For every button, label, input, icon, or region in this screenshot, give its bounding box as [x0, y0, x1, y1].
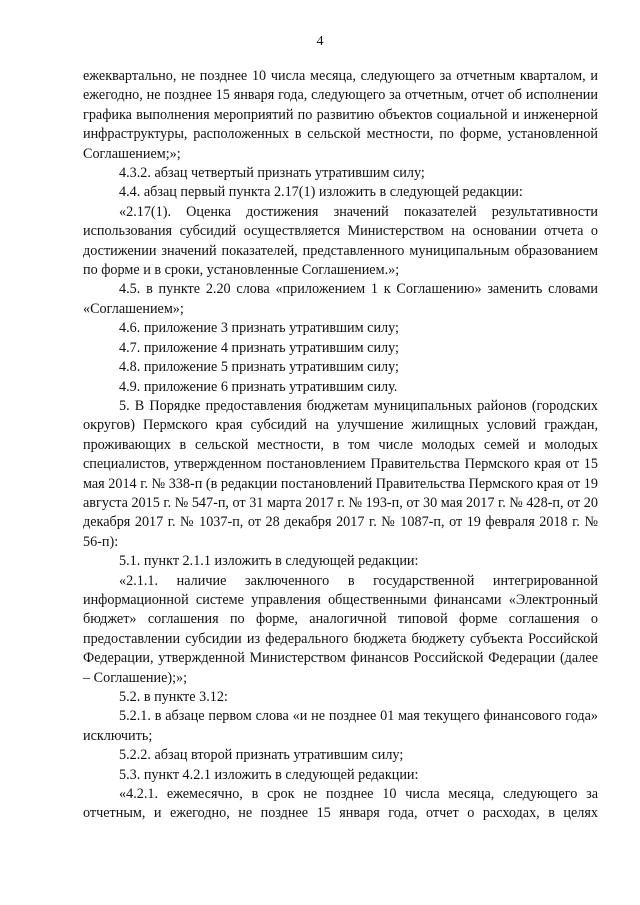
paragraph-2-1-1-quote: «2.1.1. наличие заключенного в государственной интегрированной информационной системе управления общественными финансами «Электронный бюджет» соглашения по форме, аналогичной типовой форме соглашения о предоставлении субсидии из федерального бюджета бюджету субъекта Российской Федерации, утвержденной Министерством финансов Российской Федерации (далее – Соглашение);»;	[83, 572, 598, 686]
paragraph-4-2-1-quote: «4.2.1. ежемесячно, в срок не позднее 10 числа месяца, следующего за отчетным, и ежегодно, не позднее 15 января года, отчет о расходах, в целях	[83, 786, 598, 822]
paragraph-4-7: 4.7. приложение 4 признать утратившим силу;	[119, 339, 399, 356]
paragraph-5-2: 5.2. в пункте 3.12:	[119, 689, 228, 705]
paragraph-4-8: 4.8. приложение 5 признать утратившим силу;	[119, 359, 399, 376]
document-body	[83, 67, 598, 824]
paragraph-4-6: 4.6. приложение 3 признать утратившим силу;	[119, 320, 399, 337]
paragraph-4-9: 4.9. приложение 6 признать утратившим силу.	[119, 378, 398, 395]
paragraph-2-17-1-quote: «2.17(1). Оценка достижения значений показателей результативности использования субсидий осуществляется Министерством на основании отчета о достижении значений показателей, представленного муниципальным образованием по форме и в сроки, установленные Соглашением.»;	[83, 203, 598, 279]
paragraph-5-2-1: 5.2.1. в абзаце первом слова «и не позднее 01 мая текущего финансового года» исключить;	[83, 708, 598, 744]
page-number: 4	[316, 34, 324, 49]
paragraph-4-5: 4.5. в пункте 2.20 слова «приложением 1 к Соглашению» заменить словами «Соглашением»;	[83, 281, 598, 317]
paragraph-4-3-2: 4.3.2. абзац четвертый признать утратившим силу;	[119, 165, 425, 182]
paragraph-5-1: 5.1. пункт 2.1.1 изложить в следующей редакции:	[119, 553, 419, 570]
paragraph-5-3: 5.3. пункт 4.2.1 изложить в следующей редакции:	[119, 766, 419, 783]
paragraph-5-2-2: 5.2.2. абзац второй признать утратившим силу;	[119, 747, 404, 764]
paragraph-4-4: 4.4. абзац первый пункта 2.17(1) изложить в следующей редакции:	[119, 184, 523, 201]
paragraph-continuation: ежеквартально, не позднее 10 числа месяца, следующего за отчетным кварталом, и ежегодно, не позднее 15 января года, следующего за отчетным, отчет об исполнении графика выполнения мероприятий по развитию объектов социальной и инженерной инфраструктуры, расположенных в сельской местности, по форме, установленной Соглашением;»;	[83, 68, 598, 162]
paragraph-5: 5. В Порядке предоставления бюджетам муниципальных районов (городских округов) Пермского края субсидий на улучшение жилищных условий граждан, проживающих в сельской местности, в том числе молодых семей и молодых специалистов, утвержденном постановлением Правительства Пермского края от 15 мая 2014 г. № 338-п (в редакции постановлений Правительства Пермского края от 19 августа 2015 г. № 547-п, от 31 марта 2017 г. № 193-п, от 30 мая 2017 г. № 428-п, от 20 декабря 2017 г. № 1037-п, от 28 декабря 2017 г. № 1087-п, от 19 февраля 2018 г. № 56-п):	[83, 397, 598, 550]
